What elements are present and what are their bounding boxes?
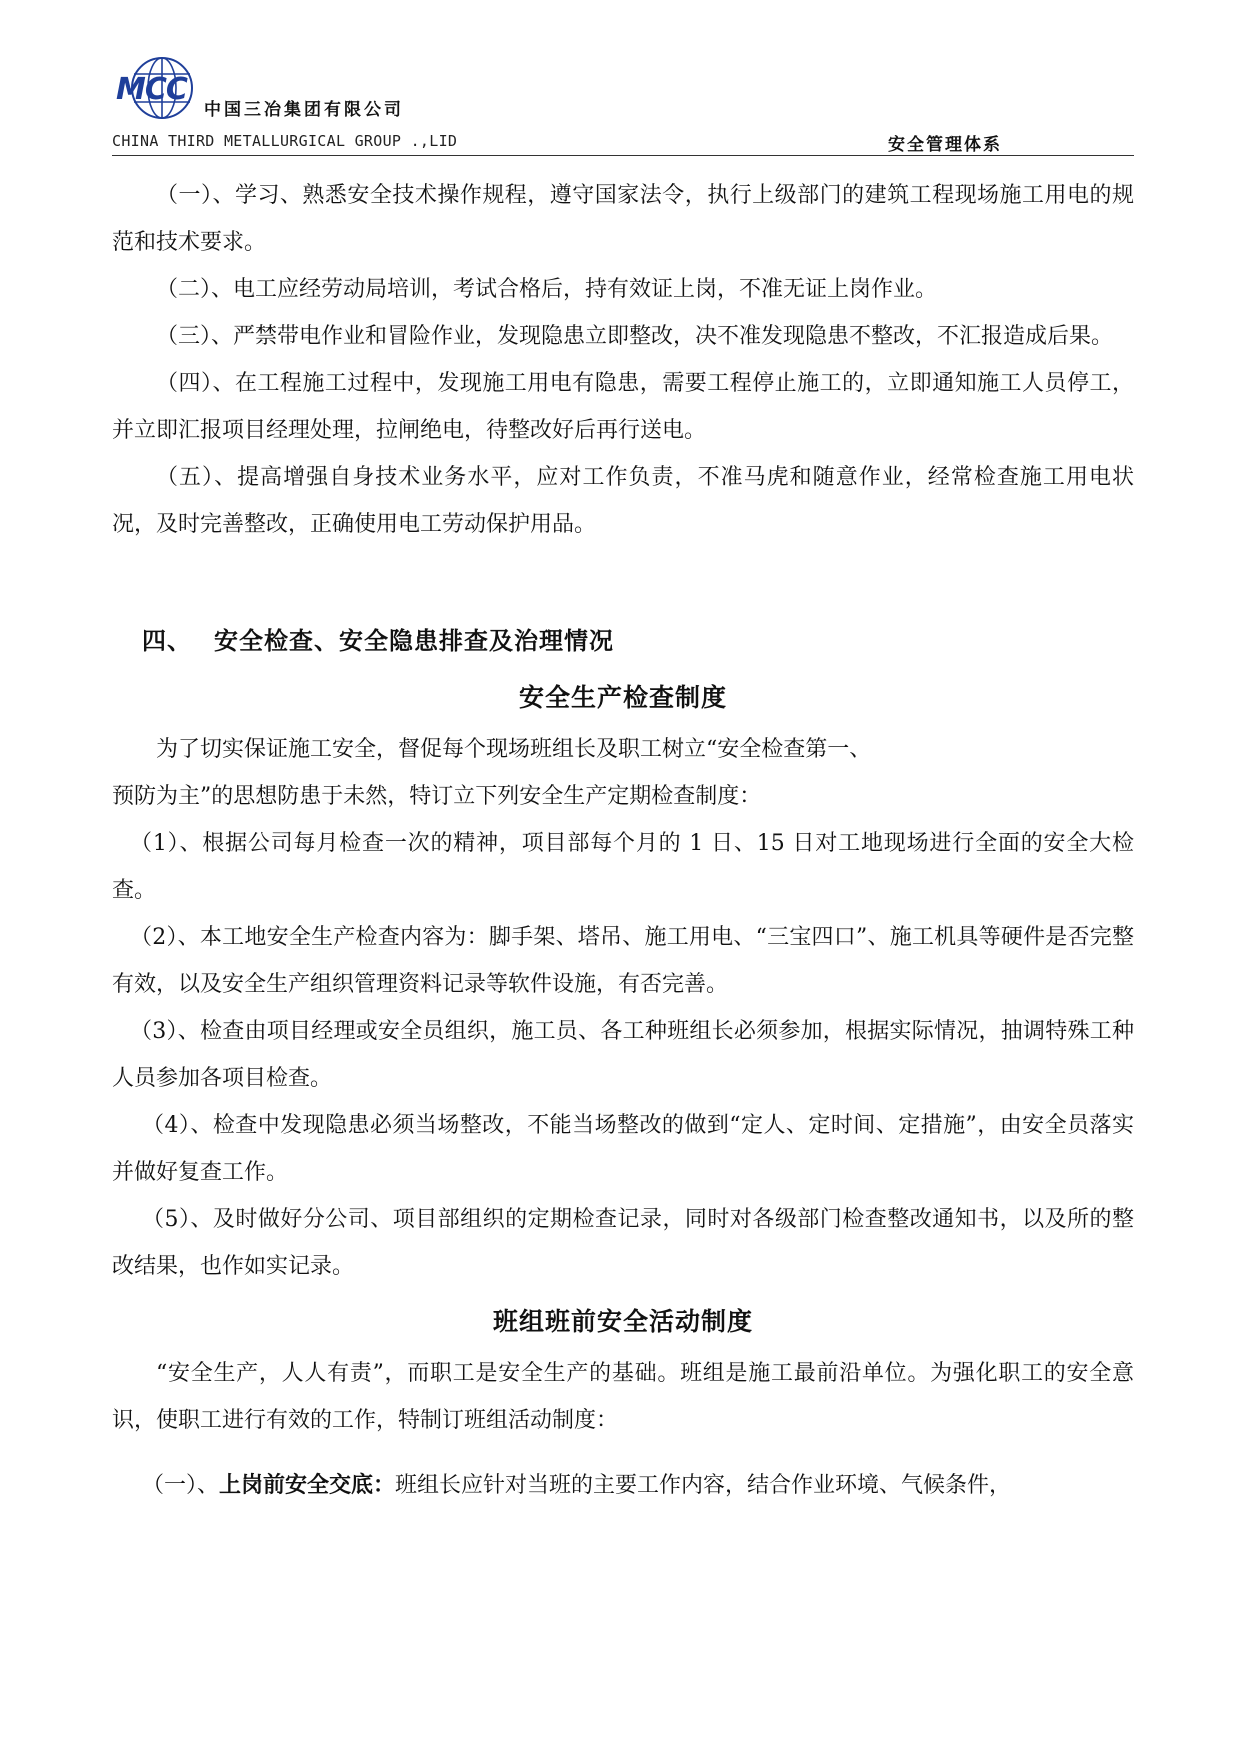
duty-item-1: （一）、学习、熟悉安全技术操作规程，遵守国家法令，执行上级部门的建筑工程现场施工用电的规范和技术要求。 xyxy=(112,183,1134,255)
team-item-1-heading: 上岗前安全交底： xyxy=(219,1473,396,1498)
team-item-1-prefix: （一）、 xyxy=(142,1473,220,1498)
team-item-1 xyxy=(112,1462,1134,1509)
header-divider xyxy=(112,155,1134,156)
inspection-item-4: （4）、检查中发现隐患必须当场整改，不能当场整改的做到“定人、定时间、定措施”，由安全员落实并做好复查工作。 xyxy=(112,1113,1134,1185)
inspection-title: 安全生产检查制度 xyxy=(518,683,727,712)
inspection-item-3: （3）、检查由项目经理或安全员组织，施工员、各工种班组长必须参加，根据实际情况，抽调特殊工种人员参加各项目检查。 xyxy=(112,1019,1134,1091)
company-name-en: CHINA THIRD METALLURGICAL GROUP .,LID xyxy=(112,132,458,150)
team-activity-title: 班组班前安全活动制度 xyxy=(492,1307,753,1336)
company-name-cn: 中国三冶集团有限公司 xyxy=(204,100,404,120)
section-title: 安全检查、安全隐患排查及治理情况 xyxy=(214,627,614,655)
inspection-item-1: （1）、根据公司每月检查一次的精神，项目部每个月的 1 日、15 日对工地现场进行全面的安全大检查。 xyxy=(112,831,1134,903)
section-heading xyxy=(142,616,1134,666)
duty-item-3: （三）、严禁带电作业和冒险作业，发现隐患立即整改，决不准发现隐患不整改，不汇报造成后果。 xyxy=(156,324,1114,349)
mcc-logo-icon xyxy=(112,56,210,120)
logo-text: MCC xyxy=(116,72,187,107)
inspection-item-5: （5）、及时做好分公司、项目部组织的定期检查记录，同时对各级部门检查整改通知书，以及所的整改结果，也作如实记录。 xyxy=(112,1207,1134,1279)
inspection-intro-line2: 预防为主”的思想防患于未然，特订立下列安全生产定期检查制度： xyxy=(112,784,762,809)
duty-item-5: （五）、提高增强自身技术业务水平，应对工作负责，不准马虎和随意作业，经常检查施工用电状况，及时完善整改，正确使用电工劳动保护用品。 xyxy=(112,465,1134,537)
page-header xyxy=(0,0,1241,160)
duty-item-2: （二）、电工应经劳动局培训，考试合格后，持有效证上岗，不准无证上岗作业。 xyxy=(156,277,938,302)
team-intro: “安全生产，人人有责”，而职工是安全生产的基础。班组是施工最前沿单位。为强化职工的安全意识，使职工进行有效的工作，特制订班组活动制度： xyxy=(112,1361,1134,1433)
inspection-item-2: （2）、本工地安全生产检查内容为：脚手架、塔吊、施工用电、“三宝四口”、施工机具等硬件是否完整有效，以及安全生产组织管理资料记录等软件设施，有否完善。 xyxy=(112,925,1134,997)
team-item-1-text: 班组长应针对当班的主要工作内容，结合作业环境、气候条件， xyxy=(395,1473,1012,1498)
duty-item-4: （四）、在工程施工过程中，发现施工用电有隐患，需要工程停止施工的，立即通知施工人员停工，并立即汇报项目经理处理，拉闸绝电，待整改好后再行送电。 xyxy=(112,371,1134,443)
section-number: 四、 xyxy=(142,627,192,655)
page-body xyxy=(112,172,1134,1509)
document-title: 安全管理体系 xyxy=(888,135,1002,155)
inspection-intro-line1: 为了切实保证施工安全，督促每个现场班组长及职工树立“安全检查第一、 xyxy=(156,737,872,762)
